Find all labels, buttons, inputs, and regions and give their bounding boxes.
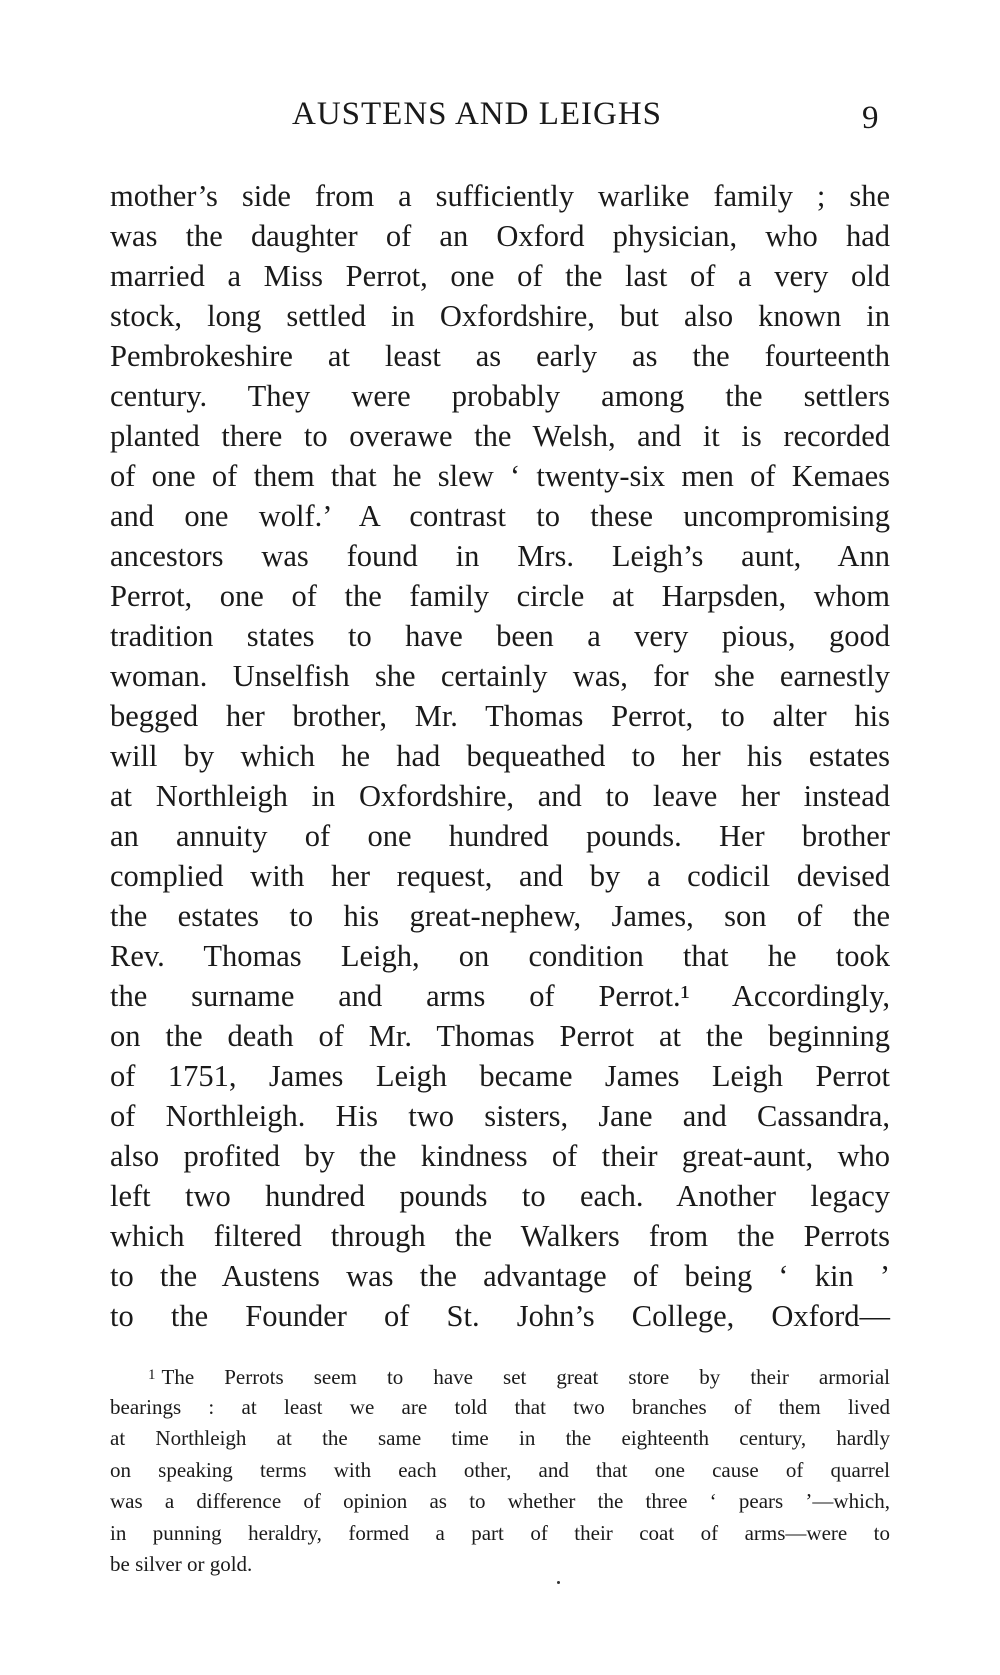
text-line: mother’s side from a sufficiently warlike family ; she [110,179,890,213]
text-line: of one of them that he slew ‘ twenty-six men of Kemaes [110,459,890,493]
text-line: complied with her request, and by a codicil devised [110,859,890,893]
text-line: Pembrokeshire at least as early as the fourteenth [110,339,890,373]
text-line: was the daughter of an Oxford physician, who had [110,219,890,253]
text-line: the estates to his great-nephew, James, son of the [110,899,890,933]
text-line: Perrot, one of the family circle at Harpsden, whom [110,579,890,613]
footnote [110,1360,890,1581]
text-line: of Northleigh. His two sisters, Jane and Cassandra, [110,1099,890,1133]
footnote-line: be silver or gold. [110,1552,253,1576]
text-line: woman. Unselfish she certainly was, for she earnestly [110,659,890,693]
body-text [110,176,890,1336]
print-speck [557,1581,560,1584]
footnote-line: was a difference of opinion as to whether the three ‘ pears ’—which, [110,1489,890,1513]
page-number: 9 [862,100,880,136]
footnote-line [110,1360,890,1392]
text-line: at Northleigh in Oxfordshire, and to leave her instead [110,779,890,813]
footnote-line: on speaking terms with each other, and that one cause of quarrel [110,1457,890,1482]
running-head [0,96,1000,140]
text-line: left two hundred pounds to each. Another legacy [110,1179,890,1213]
text-line: century. They were probably among the settlers [110,379,890,413]
text-line: to the Austens was the advantage of being ‘ kin ’ [110,1259,890,1293]
text-line: ancestors was found in Mrs. Leigh’s aunt, Ann [110,539,890,573]
text-line: on the death of Mr. Thomas Perrot at the beginning [110,1019,890,1053]
text-line: to the Founder of St. John’s College, Oxford— [110,1299,890,1333]
text-line: tradition states to have been a very pious, good [110,619,890,653]
text-line: of 1751, James Leigh became James Leigh Perrot [110,1059,890,1093]
footnote-marker: 1 [148,1367,156,1383]
text-line: begged her brother, Mr. Thomas Perrot, to alter his [110,699,890,733]
text-line: the surname and arms of Perrot.¹ Accordingly, [110,979,890,1013]
text-line: stock, long settled in Oxfordshire, but also known in [110,299,890,333]
text-line: which filtered through the Walkers from the Perrots [110,1219,890,1253]
footnote-line: bearings : at least we are told that two branches of them lived [110,1394,890,1419]
footnote-text: The Perrots seem to have set great store by their armorial [161,1365,890,1389]
text-line: and one wolf.’ A contrast to these uncompromising [110,499,890,533]
footnote-line: in punning heraldry, formed a part of their coat of arms—were to [110,1520,890,1545]
text-line: an annuity of one hundred pounds. Her brother [110,819,890,853]
footnote-line: at Northleigh at the same time in the eighteenth century, hardly [110,1426,890,1450]
text-line: will by which he had bequeathed to her his estates [110,739,890,773]
text-line: also profited by the kindness of their great-aunt, who [110,1139,890,1173]
text-line: planted there to overawe the Welsh, and it is recorded [110,419,890,453]
text-line: married a Miss Perrot, one of the last of a very old [110,259,890,293]
running-title: AUSTENS AND LEIGHS [292,96,663,132]
text-line: Rev. Thomas Leigh, on condition that he took [110,939,890,973]
